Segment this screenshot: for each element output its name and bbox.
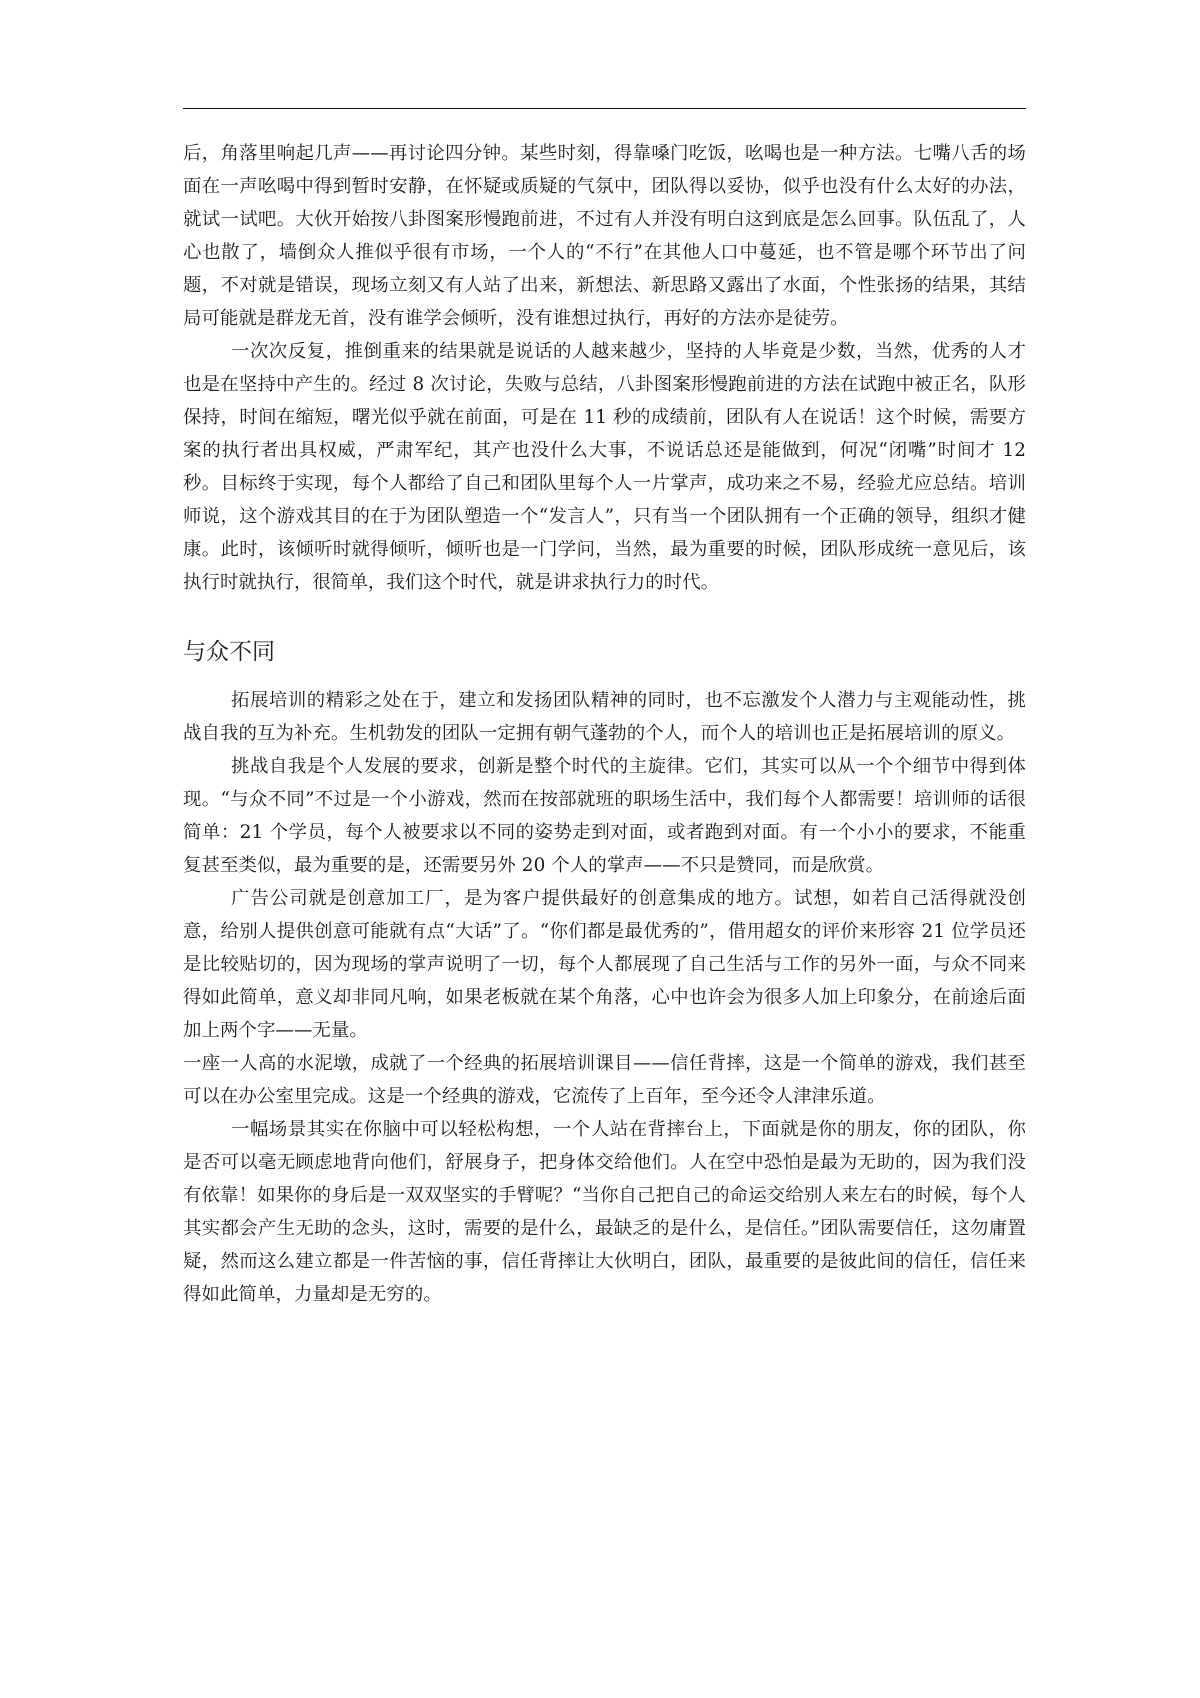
paragraph: 一座一人高的水泥墩，成就了一个经典的拓展培训课目——信任背摔，这是一个简单的游戏，我们甚至可以在办公室里完成。这是一个经典的游戏，它流传了上百年，至今还令人津津乐道。 [183, 1053, 1026, 1107]
section-heading: 与众不同 [183, 639, 275, 665]
paragraph: 一次次反复，推倒重来的结果就是说话的人越来越少，坚持的人毕竟是少数，当然，优秀的人才也是在坚持中产生的。经过 8 次讨论，失败与总结，八卦图案形慢跑前进的方法在试跑中被正名，队形保持，时间在缩短，曙光似乎就在前面，可是在 11 秒的成绩前，团队有人在说话！这个时候，需要方案的执行者出具权威，严肃军纪，其产也没什么大事，不说话总还是能做到，何况“闭嘴”时间才 12 秒。目标终于实现，每个人都给了自己和团队里每个人一片掌声，成功来之不易，经验尤应总结。培训师说，这个游戏其目的在于为团队塑造一个“发言人”，只有当一个团队拥有一个正确的领导，组织才健康。此时，该倾听时就得倾听，倾听也是一门学问，当然，最为重要的时候，团队形成统一意见后，该执行时就执行，很简单，我们这个时代，就是讲求执行力的时代。 [183, 341, 1026, 593]
paragraph: 挑战自我是个人发展的要求，创新是整个时代的主旋律。它们，其实可以从一个个细节中得到体现。“与众不同”不过是一个小游戏，然而在按部就班的职场生活中，我们每个人都需要！培训师的话很简单：21 个学员，每个人被要求以不同的姿势走到对面，或者跑到对面。有一个小小的要求，不能重复甚至类似，最为重要的是，还需要另外 20 个人的掌声——不只是赞同，而是欣赏。 [183, 756, 1026, 876]
paragraph: 后，角落里响起几声——再讨论四分钟。某些时刻，得靠嗓门吃饭，吆喝也是一种方法。七嘴八舌的场面在一声吆喝中得到暂时安静，在怀疑或质疑的气氛中，团队得以妥协，似乎也没有什么太好的办法，就试一试吧。大伙开始按八卦图案形慢跑前进，不过有人并没有明白这到底是怎么回事。队伍乱了，人心也散了，墙倒众人推似乎很有市场，一个人的“不行”在其他人口中蔓延，也不管是哪个环节出了问题，不对就是错误，现场立刻又有人站了出来，新想法、新思路又露出了水面，个性张扬的结果，其结局可能就是群龙无首，没有谁学会倾听，没有谁想过执行，再好的方法亦是徒劳。 [183, 143, 1026, 329]
paragraph: 广告公司就是创意加工厂，是为客户提供最好的创意集成的地方。试想，如若自己活得就没创意，给别人提供创意可能就有点“大话”了。“你们都是最优秀的”，借用超女的评价来形容 21 位学员还是比较贴切的，因为现场的掌声说明了一切，每个人都展现了自己生活与工作的另外一面，与众不同来得如此简单，意义却非同凡响，如果老板就在某个角落，心中也许会为很多人加上印象分，在前途后面加上两个字——无量。 [183, 888, 1026, 1041]
document-body [183, 137, 1026, 1311]
paragraph: 一幅场景其实在你脑中可以轻松构想，一个人站在背摔台上，下面就是你的朋友，你的团队，你是否可以毫无顾虑地背向他们，舒展身子，把身体交给他们。人在空中恐怕是最为无助的，因为我们没有依靠！如果你的身后是一双双坚实的手臂呢？“当你自己把自己的命运交给别人来左右的时候，每个人其实都会产生无助的念头，这时，需要的是什么，最缺乏的是什么，是信任。”团队需要信任，这勿庸置疑，然而这么建立都是一件苦恼的事，信任背摔让大伙明白，团队，最重要的是彼此间的信任，信任来得如此简单，力量却是无穷的。 [183, 1119, 1026, 1305]
header-rule [183, 108, 1026, 109]
paragraph: 拓展培训的精彩之处在于，建立和发扬团队精神的同时，也不忘激发个人潜力与主观能动性，挑战自我的互为补充。生机勃发的团队一定拥有朝气蓬勃的个人，而个人的培训也正是拓展培训的原义。 [183, 690, 1026, 744]
